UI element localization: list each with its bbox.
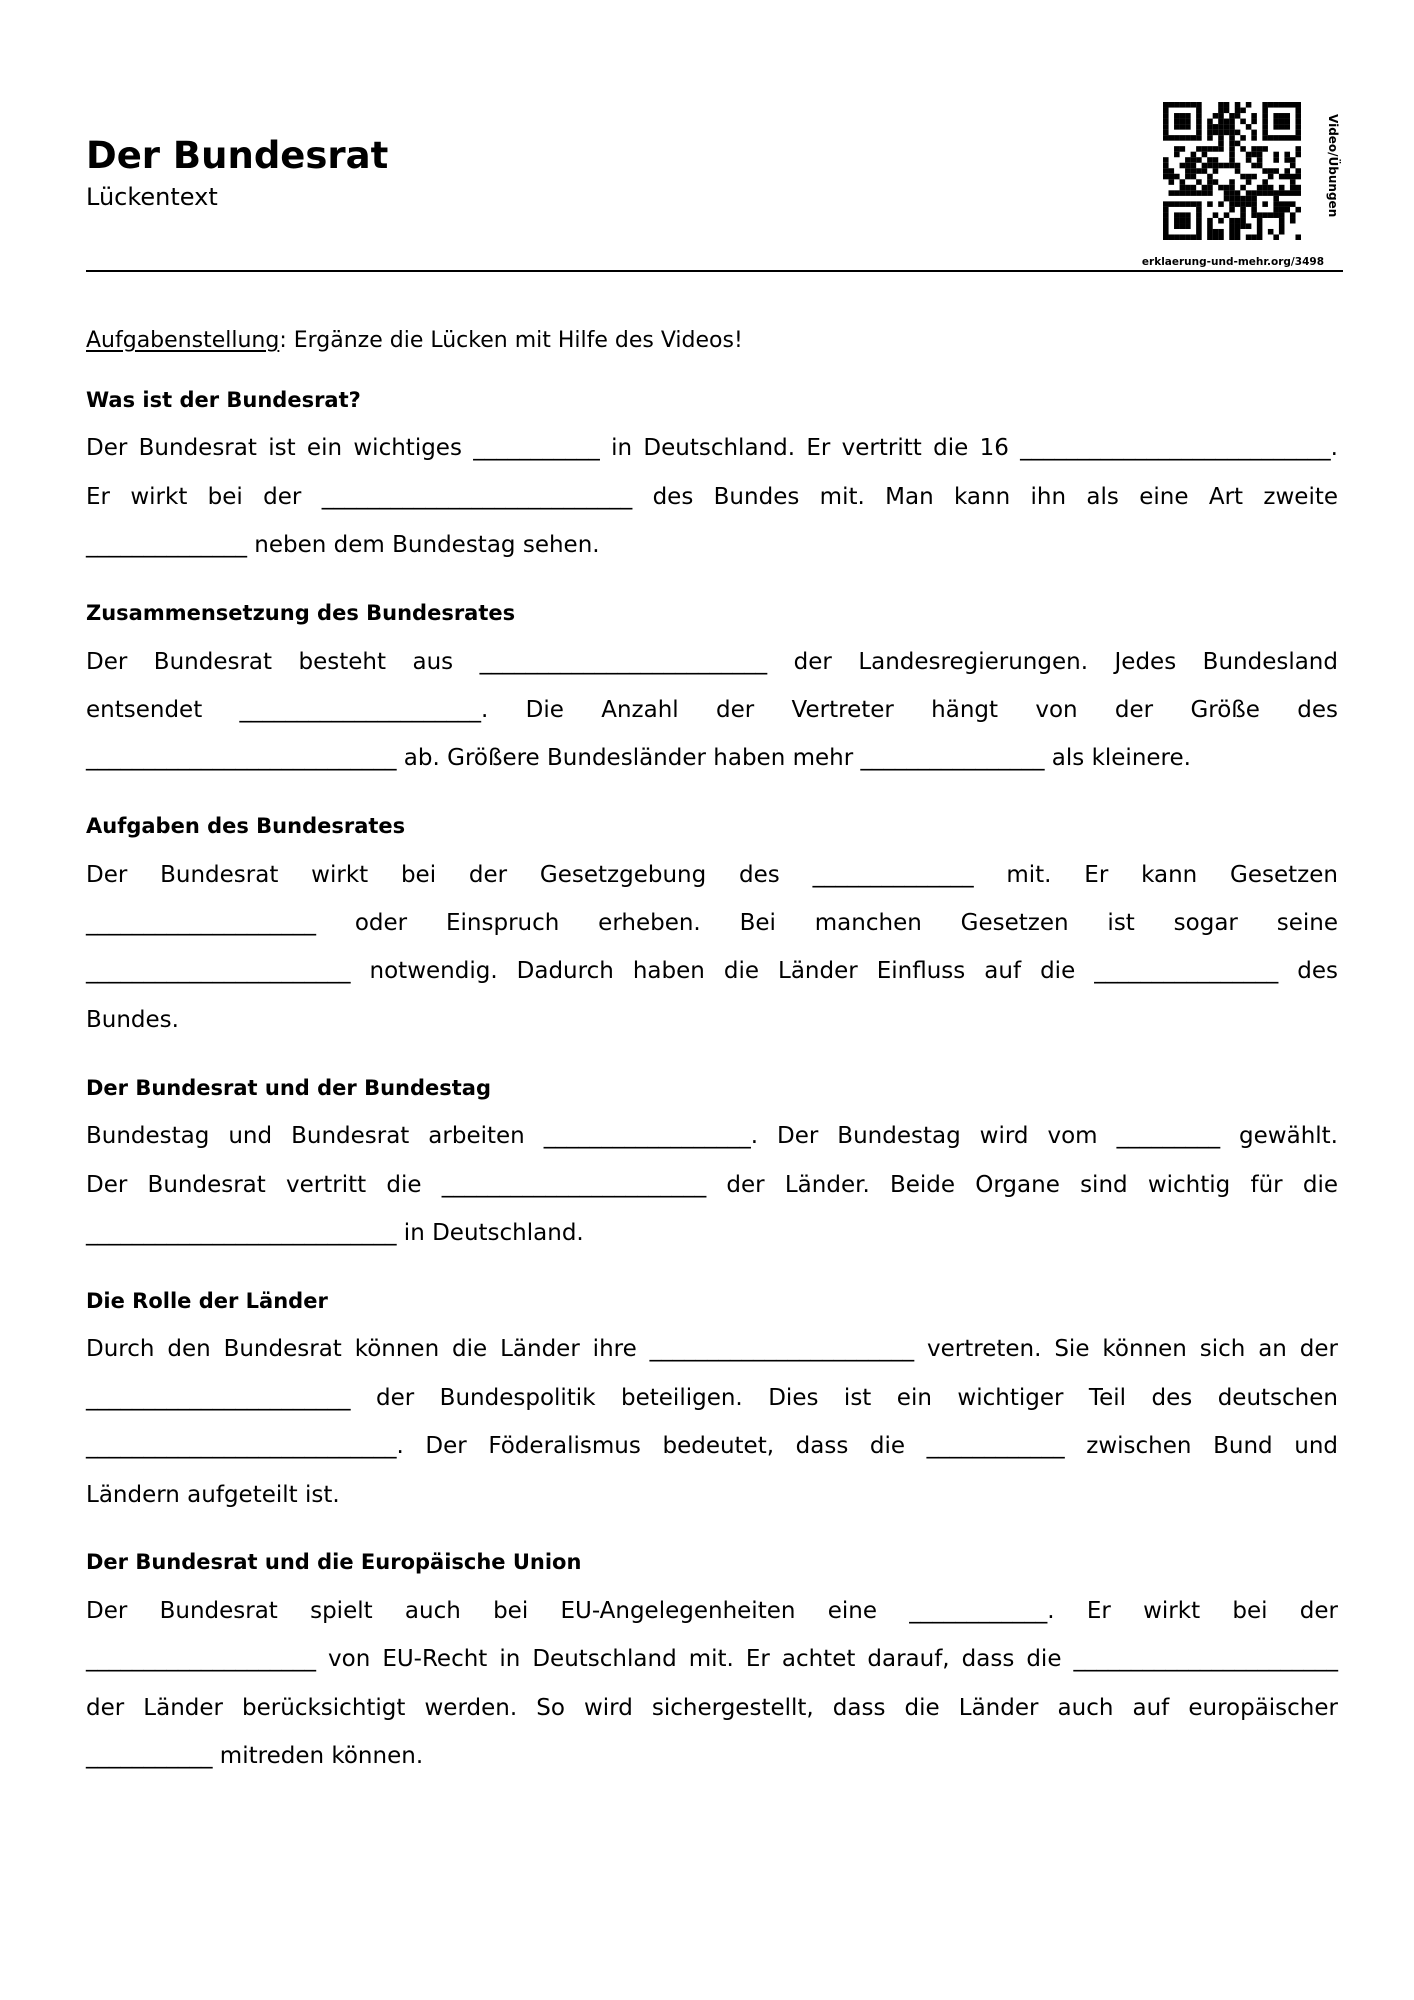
paragraph-line: ____________________ oder Einspruch erheben. Bei manchen Gesetzen ist sogar seine — [86, 910, 1338, 937]
section-heading: Der Bundesrat und die Europäische Union — [86, 1550, 582, 1575]
paragraph-line: ___________________________. Der Föderalismus bedeutet, dass die ____________ zwischen Bund und — [86, 1433, 1338, 1460]
source-url: erklaerung-und-mehr.org/3498 — [1141, 256, 1324, 268]
section-heading: Aufgaben des Bundesrates — [86, 814, 406, 839]
paragraph-line: Der Bundesrat ist ein wichtiges ___________ in Deutschland. Er vertritt die 16 ___________________________. — [86, 435, 1338, 462]
section-heading: Der Bundesrat und der Bundestag — [86, 1075, 492, 1100]
paragraph-line: Der Bundesrat wirkt bei der Gesetzgebung des ______________ mit. Er kann Gesetzen — [86, 861, 1338, 888]
section-zusammensetzung — [86, 589, 1338, 783]
side-label-video-uebungen: Video/Übungen — [1326, 114, 1340, 218]
paragraph-line: ______________ neben dem Bundestag sehen. — [86, 532, 600, 559]
paragraph-line: Ländern aufgeteilt ist. — [86, 1481, 340, 1508]
section-bundesrat-und-bundestag — [86, 1064, 1338, 1258]
paragraph-line: Bundes. — [86, 1006, 179, 1033]
paragraph-line: Der Bundesrat besteht aus _________________________ der Landesregierungen. Jedes Bundesland — [86, 648, 1338, 675]
section-heading: Was ist der Bundesrat? — [86, 388, 361, 412]
paragraph-line: _______________________ der Bundespolitik beteiligen. Dies ist ein wichtiger Teil des deutschen — [86, 1384, 1338, 1411]
task-instruction — [86, 326, 1338, 356]
section-heading: Zusammensetzung des Bundesrates — [86, 601, 516, 626]
page-title: Der Bundesrat — [86, 134, 389, 177]
paragraph-line: ___________ mitreden können. — [86, 1743, 424, 1770]
paragraph-line: Bundestag und Bundesrat arbeiten __________________. Der Bundestag wird vom _________ gewählt. — [86, 1123, 1338, 1150]
task-label: Aufgabenstellung — [86, 328, 280, 353]
section-aufgaben — [86, 802, 1338, 1044]
section-rolle-der-laender — [86, 1277, 1338, 1519]
task-text: : Ergänze die Lücken mit Hilfe des Videos! — [279, 328, 743, 353]
section-europaeische-union — [86, 1538, 1338, 1780]
paragraph-line: Der Bundesrat vertritt die _______________________ der Länder. Beide Organe sind wichtig für die — [86, 1171, 1338, 1198]
section-was-ist-der-bundesrat — [86, 376, 1338, 570]
paragraph-line: Durch den Bundesrat können die Länder ihre _______________________ vertreten. Sie können sich an der — [86, 1336, 1338, 1363]
paragraph-line: _______________________ notwendig. Dadurch haben die Länder Einfluss auf die ________________ des — [86, 958, 1338, 985]
paragraph-line: entsendet _____________________. Die Anzahl der Vertreter hängt von der Größe des — [86, 696, 1338, 723]
worksheet-content — [86, 376, 1338, 1780]
page-subtitle: Lückentext — [86, 183, 218, 211]
paragraph-line: ____________________ von EU-Recht in Deutschland mit. Er achtet darauf, dass die _______________________ — [86, 1646, 1338, 1673]
qr-code-icon — [1163, 102, 1301, 240]
paragraph-line: der Länder berücksichtigt werden. So wird sichergestellt, dass die Länder auch auf europäischer — [86, 1694, 1338, 1721]
paragraph-line: Der Bundesrat spielt auch bei EU-Angelegenheiten eine ____________. Er wirkt bei der — [86, 1597, 1338, 1624]
section-heading: Die Rolle der Länder — [86, 1288, 328, 1313]
paragraph-line: ___________________________ in Deutschland. — [86, 1220, 584, 1246]
header-divider — [86, 270, 1343, 272]
paragraph-line: ___________________________ ab. Größere Bundesländer haben mehr ________________ als kleinere. — [86, 745, 1191, 772]
paragraph-line: Er wirkt bei der ___________________________ des Bundes mit. Man kann ihn als eine Art zweite — [86, 483, 1338, 510]
